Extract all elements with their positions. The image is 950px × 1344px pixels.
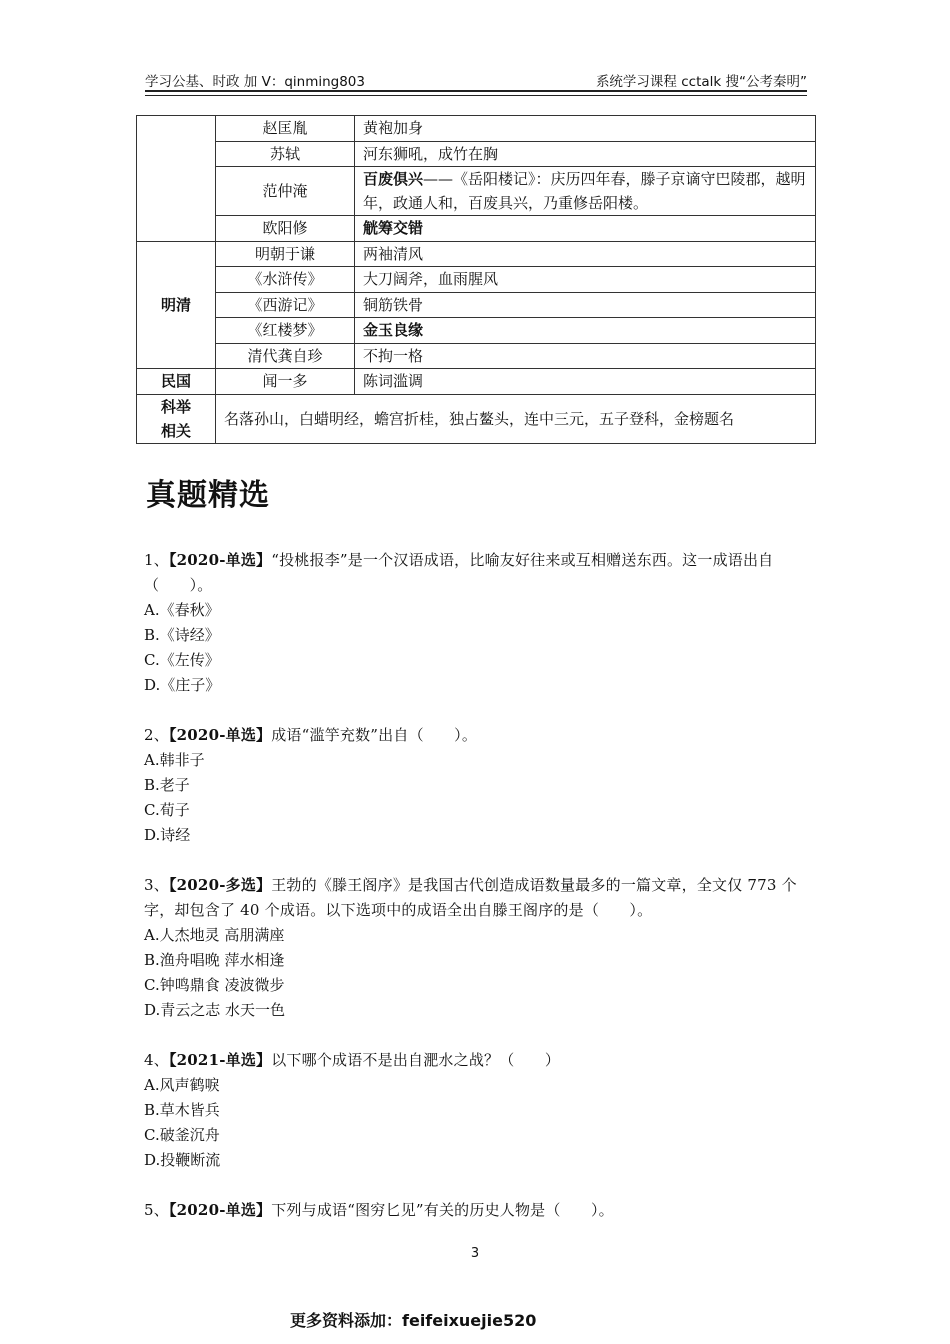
idiom-cell: 金玉良缘 (355, 318, 816, 344)
option-d: D.《庄子》 (144, 676, 221, 694)
option-d: D.青云之志 水天一色 (144, 1001, 286, 1019)
table-row (137, 141, 816, 167)
idiom-cell: 大刀阔斧，血雨腥风 (355, 267, 816, 293)
person-cell: 《水浒传》 (216, 267, 355, 293)
question-text: “投桃报李”是一个汉语成语，比喻友好往来或互相赠送东西。这一成语出自（ ）。 (144, 551, 774, 594)
question-tag: 【2020-多选】 (168, 876, 272, 894)
question-stem (144, 1198, 814, 1223)
question-text: 王勃的《滕王阁序》是我国古代创造成语数量最多的一篇文章，全文仅 773 个字，却包含了 40 个成语。以下选项中的成语全出自滕王阁序的是（ ）。 (144, 876, 797, 919)
question-item (144, 873, 814, 1023)
option-d: D.诗经 (144, 826, 191, 844)
keju-label-line-1: 科举 (160, 397, 191, 416)
person-cell: 赵匡胤 (216, 116, 355, 142)
question-item (144, 723, 814, 848)
question-number: 2、 (144, 726, 169, 744)
question-item (144, 1198, 814, 1223)
option-b: B.老子 (144, 776, 190, 794)
question-tag: 【2020-单选】 (168, 726, 272, 744)
table-row (137, 292, 816, 318)
option-b: B.渔舟唱晚 萍水相逢 (144, 951, 285, 969)
question-text: 下列与成语“图穷匕见”有关的历史人物是（ ）。 (271, 1201, 614, 1219)
person-cell: 闻一多 (216, 369, 355, 395)
question-item (144, 1048, 814, 1173)
option-b: B.《诗经》 (144, 626, 220, 644)
idiom-origin-table (136, 115, 816, 444)
era-cell-minguo: 民国 (137, 369, 216, 395)
era-cell-mingqing: 明清 (137, 241, 216, 369)
idiom-cell: 铜筋铁骨 (355, 292, 816, 318)
table-row (137, 369, 816, 395)
table-row (137, 241, 816, 267)
era-cell-song (137, 116, 216, 242)
option-a: A.《春秋》 (144, 601, 220, 619)
question-stem (144, 723, 814, 748)
idiom-cell: 黄袍加身 (355, 116, 816, 142)
option-a: A.风声鹤唳 (144, 1076, 220, 1094)
option-c: C.破釜沉舟 (144, 1126, 220, 1144)
person-cell: 苏轼 (216, 141, 355, 167)
header-left-text: 学习公基、时政 加 V：qinming803 (145, 74, 365, 90)
table-row (137, 267, 816, 293)
table-row (137, 167, 816, 216)
idiom-cell (355, 167, 816, 216)
table-row (137, 343, 816, 369)
footer-text: 更多资料添加：feifeixuejie520 (290, 1311, 537, 1330)
table-row (137, 116, 816, 142)
question-stem (144, 873, 814, 923)
question-item (144, 548, 814, 698)
section-title: 真题精选 (146, 478, 270, 513)
question-tag: 【2020-单选】 (168, 551, 272, 569)
idiom-cell: 河东狮吼，成竹在胸 (355, 141, 816, 167)
question-number: 4、 (144, 1051, 169, 1069)
header-right-text: 系统学习课程 cctalk 搜“公考秦明” (595, 74, 807, 90)
keju-idioms-cell: 名落孙山，白蜡明经，蟾宫折桂，独占鳌头，连中三元，五子登科，金榜题名 (216, 394, 816, 443)
era-cell-keju (137, 394, 216, 443)
option-c: C.荀子 (144, 801, 190, 819)
idiom-cell: 觥筹交错 (355, 216, 816, 242)
idiom-quote-text: ——《岳阳楼记》：庆历四年春，滕子京谪守巴陵郡，越明年，政通人和，百废具兴，乃重修岳阳楼。 (363, 170, 806, 212)
question-stem (144, 548, 814, 598)
question-number: 1、 (144, 551, 169, 569)
person-cell: 范仲淹 (216, 167, 355, 216)
question-text: 成语“滥竽充数”出自（ ）。 (271, 726, 478, 744)
question-number: 3、 (144, 876, 169, 894)
person-cell: 清代龚自珍 (216, 343, 355, 369)
question-tag: 【2020-单选】 (168, 1201, 272, 1219)
option-c: C.《左传》 (144, 651, 220, 669)
person-cell: 《红楼梦》 (216, 318, 355, 344)
idiom-cell: 不拘一格 (355, 343, 816, 369)
person-cell: 《西游记》 (216, 292, 355, 318)
option-c: C.钟鸣鼎食 凌波微步 (144, 976, 285, 994)
table-row (137, 394, 816, 443)
table-row (137, 216, 816, 242)
option-a: A.韩非子 (144, 751, 205, 769)
idiom-bold-text: 百废俱兴 (363, 170, 424, 188)
keju-label-line-2: 相关 (160, 421, 191, 440)
question-stem (144, 1048, 814, 1073)
option-a: A.人杰地灵 高朋满座 (144, 926, 285, 944)
question-list (144, 548, 814, 1248)
option-b: B.草木皆兵 (144, 1101, 220, 1119)
table-row (137, 318, 816, 344)
question-text: 以下哪个成语不是出自淝水之战？（ ） (271, 1051, 561, 1069)
option-d: D.投鞭断流 (144, 1151, 221, 1169)
person-cell: 明朝于谦 (216, 241, 355, 267)
idiom-cell: 两袖清风 (355, 241, 816, 267)
page-number: 3 (470, 1246, 480, 1261)
question-tag: 【2021-单选】 (168, 1051, 272, 1069)
person-cell: 欧阳修 (216, 216, 355, 242)
question-number: 5、 (144, 1201, 169, 1219)
idiom-cell: 陈词滥调 (355, 369, 816, 395)
page-header (145, 64, 807, 92)
